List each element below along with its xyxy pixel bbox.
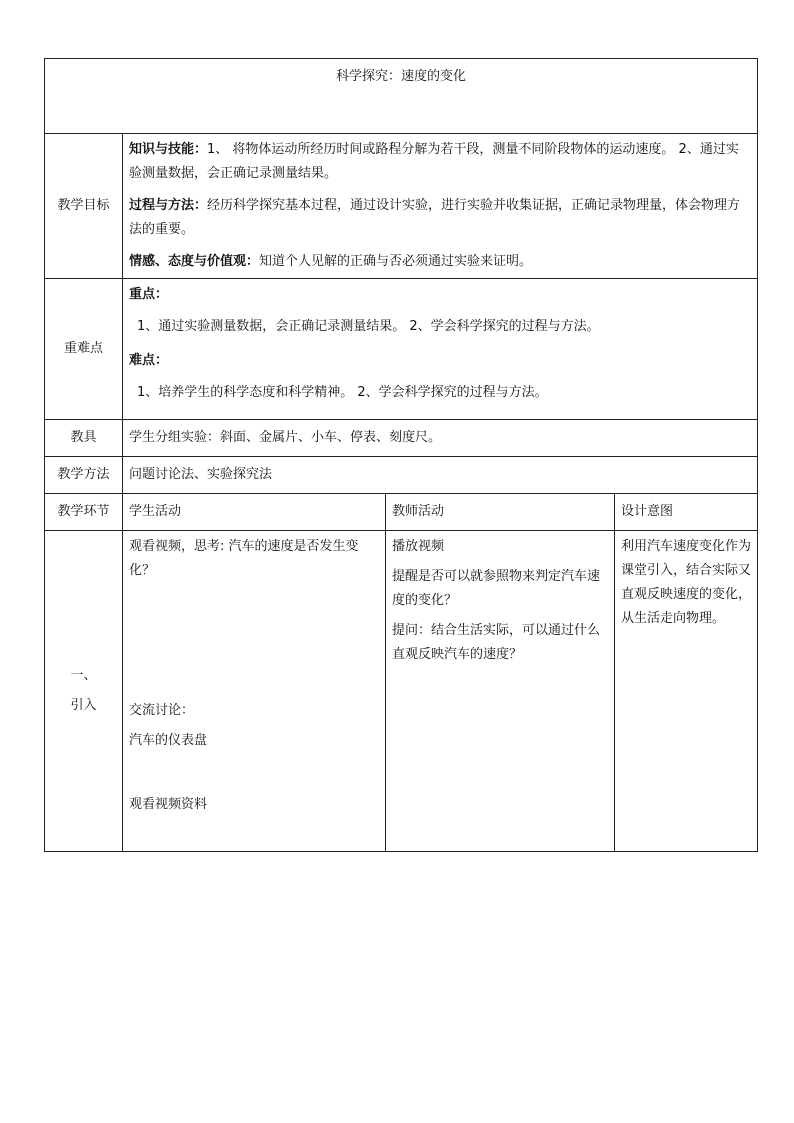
student-dashboard: 汽车的仪表盘 — [129, 733, 208, 748]
teacher-ask: 提问：结合生活实际，可以通过什么直观反映汽车的速度？ — [392, 623, 601, 662]
column-header-intent: 设计意图 — [615, 494, 758, 531]
stage1-number: 一、 — [70, 668, 97, 683]
column-header-stage: 教学环节 — [45, 494, 123, 531]
methods-row — [45, 457, 758, 494]
stage1-row — [45, 531, 758, 852]
stage1-intent: 利用汽车速度变化作为课堂引入，结合实际又直观反映速度的变化，从生活走向物理。 — [615, 531, 758, 852]
stage1-name: 引入 — [70, 698, 97, 713]
student-material: 观看视频资料 — [129, 797, 208, 812]
objective-emotion — [129, 250, 751, 274]
objective-emotion-heading: 情感、态度与价值观： — [129, 254, 260, 269]
difficulty-heading — [129, 349, 751, 373]
title-cell — [45, 59, 758, 134]
objective-knowledge — [129, 138, 751, 186]
objective-process — [129, 194, 751, 242]
stage1-student — [123, 531, 386, 852]
focus-heading-text: 重点： — [129, 287, 169, 302]
objectives-content — [123, 134, 758, 279]
column-header-student: 学生活动 — [123, 494, 386, 531]
student-spacer-a — [129, 583, 379, 693]
teacher-play: 播放视频 — [392, 539, 445, 554]
key-points-label: 重难点 — [45, 279, 123, 420]
teacher-remind: 提醒是否可以就参照物来判定汽车速度的变化？ — [392, 569, 601, 608]
difficulty-heading-text: 难点： — [129, 353, 169, 368]
objective-knowledge-text: 1、 将物体运动所经历时间或路程分解为若干段，测量不同阶段物体的运动速度。 2、通过实验测量数据，会正确记录测量结果。 — [129, 142, 739, 181]
tools-label: 教具 — [45, 420, 123, 457]
column-header-teacher: 教师活动 — [386, 494, 615, 531]
objectives-label: 教学目标 — [45, 134, 123, 279]
student-watch: 观看视频，思考: 汽车的速度是否发生变化？ — [129, 539, 359, 578]
methods-label: 教学方法 — [45, 457, 123, 494]
stage1-label — [45, 531, 123, 852]
objectives-row — [45, 134, 758, 279]
stage1-teacher — [386, 531, 615, 852]
methods-text: 问题讨论法、实验探究法 — [123, 457, 758, 494]
objective-emotion-text: 知道个人见解的正确与否必须通过实验来证明。 — [259, 254, 533, 269]
column-header-row — [45, 494, 758, 531]
page-title: 科学探究：速度的变化 — [336, 69, 467, 84]
objective-process-heading: 过程与方法： — [129, 198, 208, 213]
lesson-plan-table — [44, 58, 758, 852]
focus-heading — [129, 283, 751, 307]
tools-text: 学生分组实验：斜面、金属片、小车、停表、刻度尺。 — [123, 420, 758, 457]
key-points-row — [45, 279, 758, 420]
student-spacer-b — [129, 753, 379, 793]
objective-knowledge-heading: 知识与技能： — [129, 142, 208, 157]
objective-process-text: 经历科学探究基本过程，通过设计实验，进行实验并收集证据，正确记录物理量，体会物理方法的重要。 — [129, 198, 741, 237]
focus-text: 1、通过实验测量数据，会正确记录测量结果。 2、学会科学探究的过程与方法。 — [137, 319, 600, 334]
title-row — [45, 59, 758, 134]
key-points-content — [123, 279, 758, 420]
tools-row — [45, 420, 758, 457]
lesson-plan-sheet — [44, 58, 757, 852]
student-discuss: 交流讨论： — [129, 703, 195, 718]
difficulty-text: 1、培养学生的科学态度和科学精神。 2、学会科学探究的过程与方法。 — [137, 385, 548, 400]
